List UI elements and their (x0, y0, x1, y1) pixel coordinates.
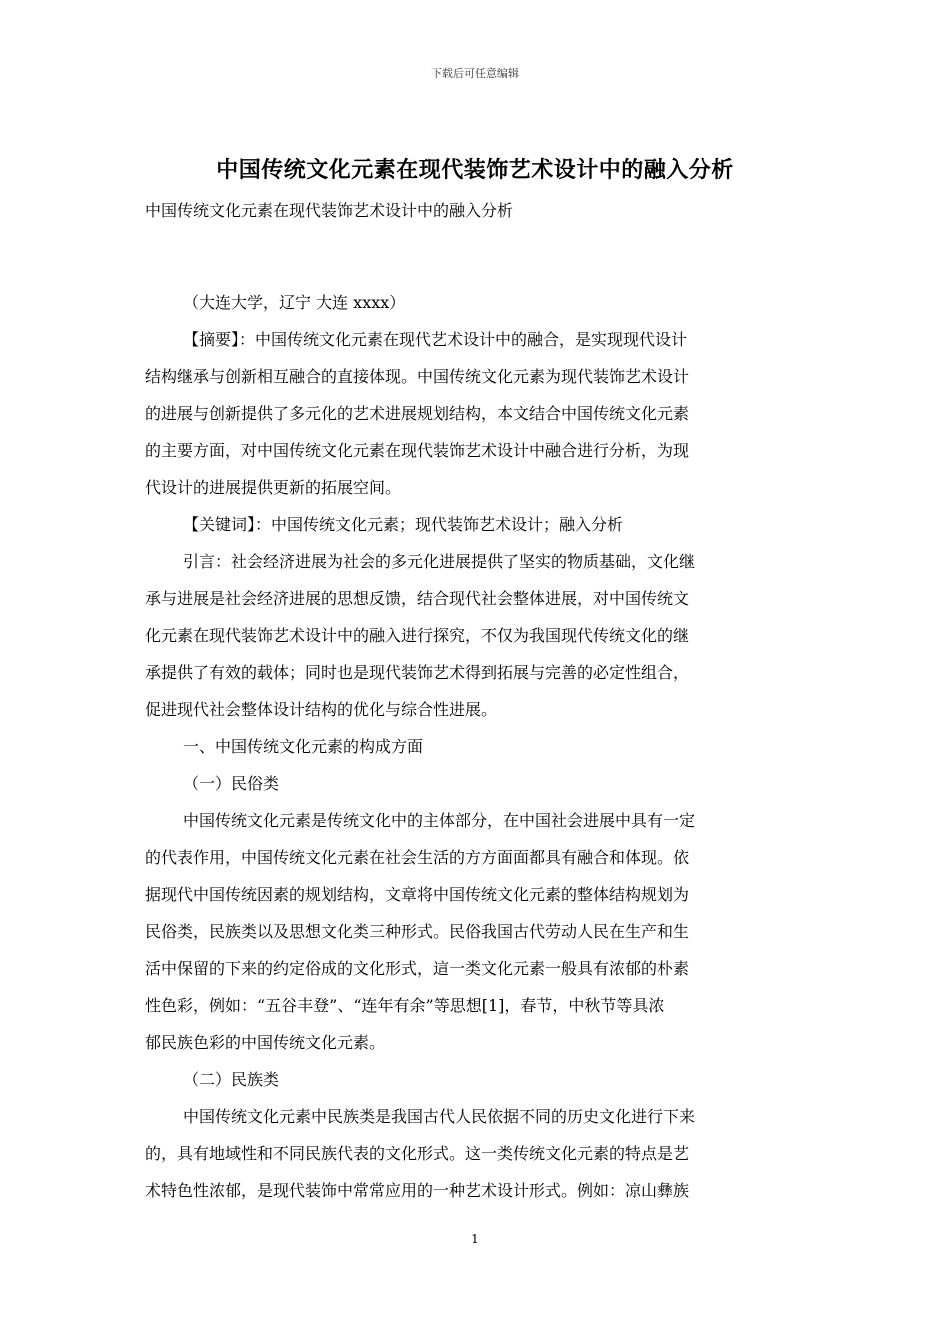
document-body (145, 192, 810, 1209)
keywords: 【关键词】：中国传统文化元素；现代装饰艺术设计；融入分析 (183, 515, 624, 534)
subsection-heading-ethnic: （二）民族类 (183, 1070, 280, 1089)
folk-line: 据现代中国传统因素的规划结构，文章将中国传统文化元素的整体结构规划为 (145, 885, 690, 904)
folk-line: 郁民族色彩的中国传统文化元素。 (145, 1033, 386, 1052)
intro-line: 化元素在现代装饰艺术设计中的融入进行探究，不仅为我国现代传统文化的继 (145, 626, 690, 645)
intro-paragraph (145, 543, 810, 728)
document-subtitle: 中国传统文化元素在现代装饰艺术设计中的融入分析 (145, 201, 514, 220)
folk-line: 活中保留的下来的约定俗成的文化形式，這一类文化元素一般具有浓郁的朴素 (145, 959, 690, 978)
section-heading: 一、中国传统文化元素的构成方面 (183, 737, 424, 756)
folk-line: 性色彩，例如：“五谷丰登”、“连年有余”等思想[1]，春节，中秋节等具浓 (145, 996, 665, 1015)
page-header-note: 下载后可任意编辑 (431, 67, 519, 80)
ethnic-line: 中国传统文化元素中民族类是我国古代人民依据不同的历史文化进行下来 (183, 1107, 696, 1126)
abstract-line: 代设计的进展提供更新的拓展空间。 (145, 478, 402, 497)
folk-line: 中国传统文化元素是传统文化中的主体部分，在中国社会进展中具有一定 (183, 811, 696, 830)
document-title: 中国传统文化元素在现代装饰艺术设计中的融入分析 (216, 157, 734, 183)
abstract-paragraph (145, 321, 810, 506)
spacer (145, 229, 810, 284)
ethnic-paragraph (145, 1098, 810, 1209)
ethnic-line: 术特色性浓郁，是现代装饰中常常应用的一种艺术设计形式。例如：凉山彝族 (145, 1181, 690, 1200)
affiliation: （大连大学，辽宁 大连 xxxx） (183, 293, 406, 312)
abstract-line: 的进展与创新提供了多元化的艺术进展规划结构，本文结合中国传统文化元素 (145, 404, 690, 423)
page-number: 1 (471, 1232, 479, 1246)
intro-line: 引言：社会经济进展为社会的多元化进展提供了坚实的物质基础，文化继 (183, 552, 696, 571)
intro-line: 承与进展是社会经济进展的思想反馈，结合现代社会整体进展，对中国传统文 (145, 589, 690, 608)
folk-paragraph (145, 802, 810, 1061)
subsection-heading-folk: （一）民俗类 (183, 774, 280, 793)
ethnic-line: 的，具有地域性和不同民族代表的文化形式。这一类传统文化元素的特点是艺 (145, 1144, 690, 1163)
abstract-line: 【摘要】：中国传统文化元素在现代艺术设计中的融合，是实现现代设计 (183, 330, 688, 349)
intro-line: 承提供了有效的载体；同时也是现代装饰艺术得到拓展与完善的必定性组合， (145, 663, 690, 682)
folk-line: 民俗类，民族类以及思想文化类三种形式。民俗我国古代劳动人民在生产和生 (145, 922, 690, 941)
intro-line: 促进现代社会整体设计结构的优化与综合性进展。 (145, 700, 498, 719)
folk-line: 的代表作用，中国传统文化元素在社会生活的方方面面都具有融合和体现。依 (145, 848, 690, 867)
abstract-line: 结构继承与创新相互融合的直接体现。中国传统文化元素为现代装饰艺术设计 (145, 367, 690, 386)
abstract-line: 的主要方面，对中国传统文化元素在现代装饰艺术设计中融合进行分析，为现 (145, 441, 690, 460)
